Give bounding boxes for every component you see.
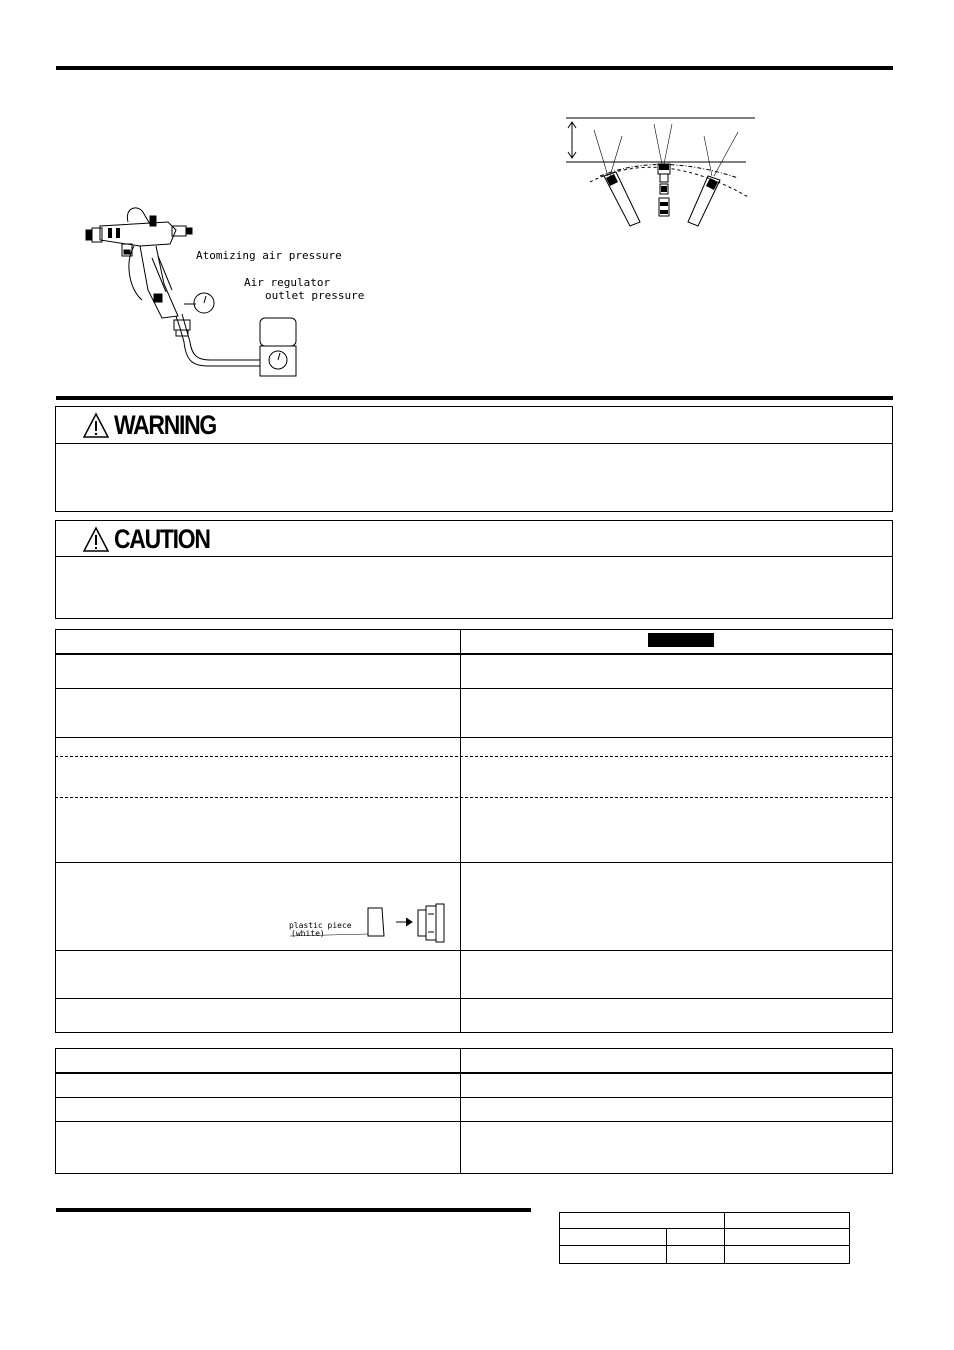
bottom-section-rule [56, 1208, 531, 1212]
table-column-divider [724, 1212, 725, 1264]
table-row-border [559, 1228, 850, 1229]
table-row-border [55, 862, 893, 863]
caution-title: CAUTION [114, 524, 210, 554]
table-row-border [55, 653, 893, 655]
table-column-divider [666, 1228, 667, 1264]
caution-box [55, 520, 893, 619]
secondary-table [55, 1048, 893, 1174]
troubleshooting-table [55, 629, 893, 1033]
table-row-border [55, 688, 893, 689]
plastic-piece-diagram [286, 900, 452, 948]
section-rule [56, 396, 893, 400]
plastic-piece-label: plastic piece [289, 921, 352, 930]
warning-title: WARNING [114, 410, 216, 440]
spray-angle-diagram [560, 110, 760, 230]
small-spec-table [559, 1212, 850, 1264]
warning-triangle-icon [82, 526, 110, 553]
header-highlight-bar [648, 633, 714, 647]
plastic-piece-sublabel: (white) [291, 929, 325, 938]
top-rule [56, 66, 893, 70]
table-row-border [55, 737, 893, 738]
table-row-border [55, 950, 893, 951]
table-row-dashed [55, 756, 893, 757]
warning-triangle-icon [82, 412, 110, 439]
warning-header [56, 407, 892, 444]
table-column-divider [460, 1048, 461, 1174]
atomizing-air-pressure-label: Atomizing air pressure [196, 249, 342, 262]
table-row-border [55, 998, 893, 999]
warning-box [55, 406, 893, 512]
table-row-border [559, 1245, 850, 1246]
table-row-border [55, 1121, 893, 1122]
air-regulator-label: Air regulator [244, 276, 331, 289]
caution-header [56, 521, 892, 557]
table-row-dashed [55, 797, 893, 798]
table-row-border [55, 1097, 893, 1098]
table-row-border [55, 1072, 893, 1074]
table-column-divider [460, 629, 461, 1033]
outlet-pressure-label: outlet pressure [265, 289, 365, 302]
